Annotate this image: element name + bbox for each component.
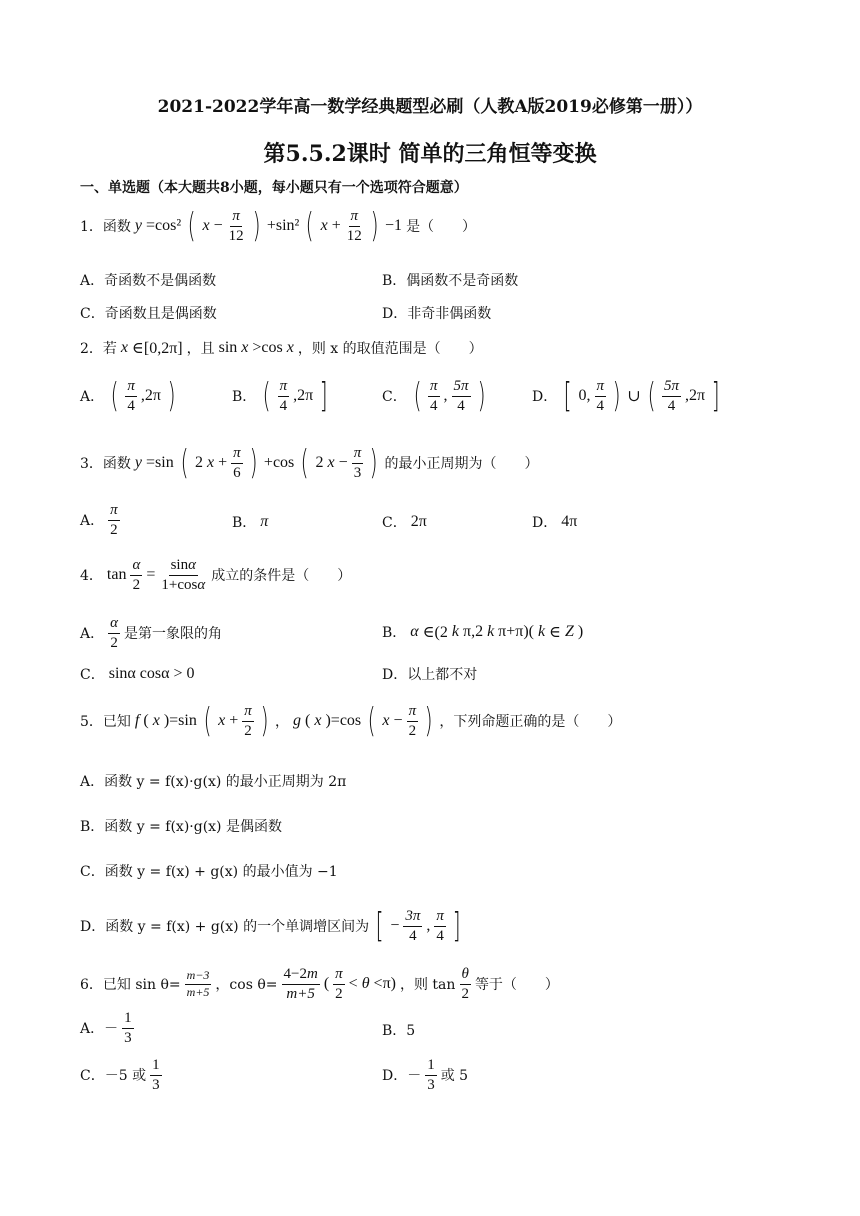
- q6-option-c-label: C．－5 或: [80, 1068, 147, 1084]
- q5-option-a: A．函数 y = f(x)·g(x) 的最小正周期为 2π: [80, 774, 347, 790]
- question-5-tail: ，下列命题正确的是（ ）: [439, 714, 622, 730]
- q4-option-a-text: 是第一象限的角: [124, 626, 222, 642]
- question-2-tail: ，则 x 的取值范围是（ ）: [297, 341, 483, 357]
- q2-option-c: C． ( $\frac{\pi}{4}$ , $\frac{5\pi}{4}$ ): [382, 375, 486, 416]
- question-1-stem: 1．函数: [80, 219, 131, 235]
- q4-option-c-label: C．: [80, 667, 105, 683]
- q3-option-b-value: π: [260, 513, 269, 530]
- q2-option-d-label: D．: [532, 389, 558, 405]
- q2-option-b: B． ( $\frac{\pi}{4}$ ,2π ]: [232, 375, 328, 416]
- question-4-tail: 成立的条件是（ ）: [211, 568, 352, 584]
- q1-option-d: D．非奇非偶函数: [382, 306, 492, 322]
- question-2-stem: 2．若: [80, 341, 117, 357]
- q3-option-c-label: C．: [382, 515, 407, 531]
- q6-option-b: B．5: [382, 1023, 416, 1039]
- q6-option-d-text: 或 5: [440, 1068, 469, 1084]
- question-6-stem: 6．已知 sin θ=: [80, 977, 181, 993]
- q4-option-a: A． $\frac{\alpha}{2}$ 是第一象限的角: [80, 615, 222, 651]
- q2-option-d: D． [ 0, $\frac{\pi}{4}$ ) ∪ ( $\frac{5\pi}{4}$ ,2π ]: [532, 375, 720, 416]
- q4-option-d: D．以上都不对: [382, 667, 478, 683]
- q3-option-c: [382, 512, 427, 532]
- q5-option-b: B．函数 y = f(x)·g(x) 是偶函数: [80, 819, 282, 835]
- q2-option-b-label: B．: [232, 389, 257, 405]
- question-2-mid: ，且: [186, 341, 215, 357]
- q3-option-a: A． $\frac{\pi}{2}$: [80, 502, 118, 538]
- q1-option-c: C．奇函数且是偶函数: [80, 306, 217, 322]
- section-heading: 一、单选题（本大题共8小题，每小题只有一个选项符合题意）: [80, 180, 468, 196]
- q5-option-c: C．函数 y = f(x) + g(x) 的最小值为 −1: [80, 864, 338, 880]
- q4-option-c-value: sinα cosα > 0: [108, 665, 195, 682]
- q3-option-d-value: 4π: [561, 513, 578, 530]
- q1-formula: y: [134, 217, 143, 234]
- q2-option-a: A． ( $\frac{\pi}{4}$ ,2π ): [80, 375, 176, 416]
- q6-option-d: D．－ $\frac{1}{3}$ 或 5: [382, 1057, 469, 1093]
- q3-option-d-label: D．: [532, 515, 558, 531]
- question-6-end: 等于（ ）: [474, 977, 559, 993]
- q3-option-a-label: A．: [80, 513, 105, 529]
- question-4-stem: 4．: [80, 568, 103, 584]
- question-3: 3．函数 y =sin ( 2 x + $\frac{\pi}{6}$ ) +cos ( 2 x − $\frac{\pi}{3}$ ) 的最小正周期为（ ）: [80, 442, 539, 483]
- q4-option-b-label: B．: [382, 625, 407, 641]
- q1-option-a: A．奇函数不是偶函数: [80, 273, 217, 289]
- q5-option-d: D．函数 y = f(x) + g(x) 的一个单调增区间为 [ − $\frac{3\pi}{4}$ , $\frac{\pi}{4}$ ]: [80, 905, 461, 946]
- q2-option-a-label: A．: [80, 389, 105, 405]
- question-6: 6．已知 sin θ= $\frac{m-3}{m+5}$ ，cos θ= $\frac{4-2m}{m+5}$ ( $\frac{\pi}{2}$ < θ <π) ，则 tan $\frac{\theta}{2}$ 等于（ ）: [80, 966, 559, 1002]
- question-1-tail: 是（ ）: [406, 219, 477, 235]
- q4-option-c: [80, 664, 195, 684]
- q4-option-a-label: A．: [80, 626, 105, 642]
- question-3-tail: 的最小正周期为（ ）: [384, 456, 539, 472]
- question-3-stem: 3．函数: [80, 456, 131, 472]
- document-title: 2021-2022学年高一数学经典题型必刷（人教A版2019必修第一册））: [157, 97, 703, 117]
- q1-option-b: B．偶函数不是奇函数: [382, 273, 519, 289]
- question-5-stem: 5．已知: [80, 714, 131, 730]
- q3-option-d: [532, 512, 577, 532]
- q3-option-b-label: B．: [232, 515, 257, 531]
- question-6-tail: ，则 tan: [399, 977, 456, 993]
- q6-option-a-label: A．－: [80, 1021, 119, 1037]
- q3-option-b: [232, 512, 268, 532]
- q4-option-b: B． α ∈(2 k π,2 k π+π)( k ∈ Z ): [382, 623, 584, 641]
- lesson-title: 第5.5.2课时 简单的三角恒等变换: [263, 141, 597, 167]
- question-5: 5．已知 f ( x )=sin ( x + $\frac{\pi}{2}$ ) ， g ( x )=cos ( x − $\frac{\pi}{2}$ ) ，下列命题正确的是（ ）: [80, 700, 622, 741]
- q3-option-c-value: 2π: [410, 513, 427, 530]
- question-5-mid: ，: [275, 714, 290, 730]
- question-1: 1．函数 y =cos² ( x − $\frac{\pi}{12}$ ) +sin² ( x + $\frac{\pi}{12}$ ) −1 是（ ）: [80, 205, 477, 246]
- question-6-mid: ，cos θ=: [215, 977, 278, 993]
- q2-option-c-label: C．: [382, 389, 407, 405]
- q6-option-c: C．－5 或 $\frac{1}{3}$: [80, 1057, 160, 1093]
- q6-option-a: A．－ $\frac{1}{3}$: [80, 1010, 132, 1046]
- question-4: 4． tan $\frac{\alpha}{2}$ = $\frac{\sin\alpha}{1+\cos\alpha}$ 成立的条件是（ ）: [80, 557, 352, 593]
- question-2: 2．若 x ∈[0,2π] ，且 sin x >cos x ，则 x 的取值范围是（ ）: [80, 339, 483, 357]
- q5-option-d-text: D．函数 y = f(x) + g(x) 的一个单调增区间为: [80, 919, 370, 935]
- q6-option-d-label: D．－: [382, 1068, 422, 1084]
